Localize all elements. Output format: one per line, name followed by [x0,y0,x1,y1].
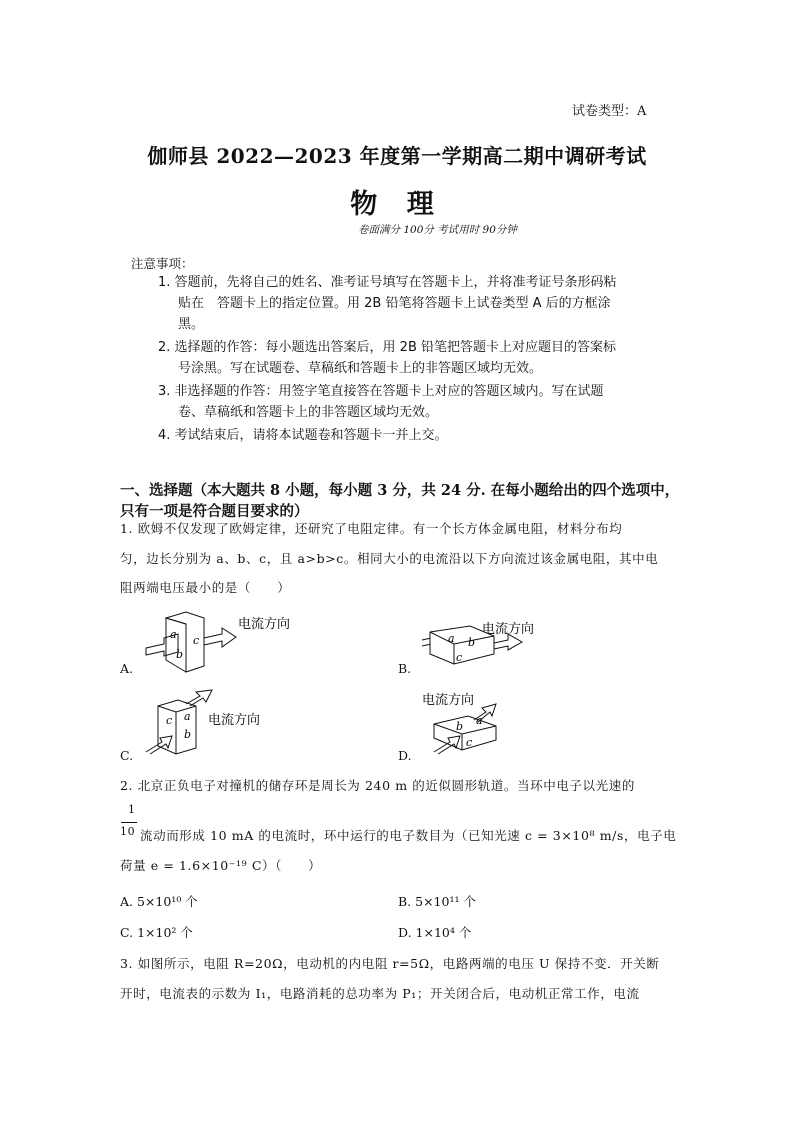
edge-label: c [166,714,173,727]
note-line: 2. 选择题的作答：每小题选出答案后，用 2B 铅笔把答题卡上对应题目的答案标 [158,340,616,355]
note-line: 黑。 [178,317,205,332]
q2-option-b: B. 5×10¹¹ 个 [398,894,476,909]
edge-label: b [456,720,464,733]
edge-label: b [184,728,192,741]
exam-title: 伽师县 2022—2023 年度第一学期高二期中调研考试 [147,144,647,168]
edge-label: a [448,632,455,645]
q2-line: 流动而形成 10 mA 的电流时，环中运行的电子数目为（已知光速 c = 3×10⁸ m/s，电子电 [140,828,677,843]
q1-figure-b [418,616,588,672]
edge-label: a [476,714,483,727]
edge-label: c [456,651,463,664]
q2-line: 荷量 e = 1.6×10⁻¹⁹ C）（ ） [120,858,322,873]
q1-fig-d-direction-label: 电流方向 [422,693,475,708]
q1-figure-d [418,690,558,756]
q1-line: 阻两端电压最小的是（ ） [120,580,291,595]
q1-option-d: D. [398,748,412,763]
q1-option-a: A. [120,661,134,676]
subject-title: 物 理 [350,189,444,220]
notes-title: 注意事项： [131,256,194,271]
q2-option-a: A. 5×10¹⁰ 个 [120,894,198,909]
q2-fraction-bar [121,822,137,823]
note-line: 贴在 答题卡上的指定位置。用 2B 铅笔将答题卡上试卷类型 A 后的方框涂 [178,296,611,311]
q3-line: 开时，电流表的示数为 I₁，电路消耗的总功率为 P₁；开关闭合后，电动机正常工作，电流 [120,986,640,1001]
note-line: 3. 非选择题的作答：用签字笔直接答在答题卡上对应的答题区域内。写在试题 [158,384,604,399]
q1-fig-a-direction-label: 电流方向 [238,617,291,632]
edge-label: a [170,628,177,641]
q1-figure-c [140,688,280,758]
edge-label: c [466,736,473,749]
q1-option-c: C. [120,748,134,763]
q1-line: 1. 欧姆不仅发现了欧姆定律，还研究了电阻定律。有一个长方体金属电阻，材料分布均 [120,521,623,536]
note-line: 1. 答题前，先将自己的姓名、准考证号填写在答题卡上，并将准考证号条形码粘 [158,275,617,290]
section-heading: 一、选择题（本大题共 8 小题，每小题 3 分，共 24 分. 在每小题给出的四个选项中，只有一项是符合题目要求的） [120,482,680,520]
score-info: 卷面满分 100分 考试用时 90分钟 [358,224,517,236]
edge-label: a [184,710,191,723]
q1-line: 匀，边长分别为 a、b、c，且 a>b>c。相同大小的电流沿以下方向流过该金属电阻，其中电 [120,551,659,566]
note-line: 卷、草稿纸和答题卡上的非答题区域均无效。 [178,405,439,420]
note-line: 4. 考试结束后，请将本试题卷和答题卡一并上交。 [158,428,448,443]
edge-label: c [193,634,200,647]
q2-fraction-numerator: 1 [128,803,135,816]
note-line: 号涂黑。写在试题卷、草稿纸和答题卡上的非答题区域均无效。 [178,361,543,376]
edge-label: b [468,636,476,649]
q1-fig-c-direction-label: 电流方向 [208,713,261,728]
q2-line: 2. 北京正负电子对撞机的储存环是周长为 240 m 的近似圆形轨道。当环中电子以光速的 [120,778,635,793]
q3-line: 3. 如图所示，电阻 R=20Ω，电动机的内电阻 r=5Ω，电路两端的电压 U 保持不变．开关断 [120,956,660,971]
q1-option-b: B. [398,661,412,676]
q2-option-c: C. 1×10² 个 [120,925,193,940]
q1-figure-a [140,608,291,678]
q1-fig-b-direction-label: 电流方向 [482,622,535,637]
edge-label: b [176,648,184,661]
paper-type-label: 试卷类型：A [572,104,647,119]
q2-fraction-denominator: 10 [120,825,136,838]
q2-option-d: D. 1×10⁴ 个 [398,925,472,940]
